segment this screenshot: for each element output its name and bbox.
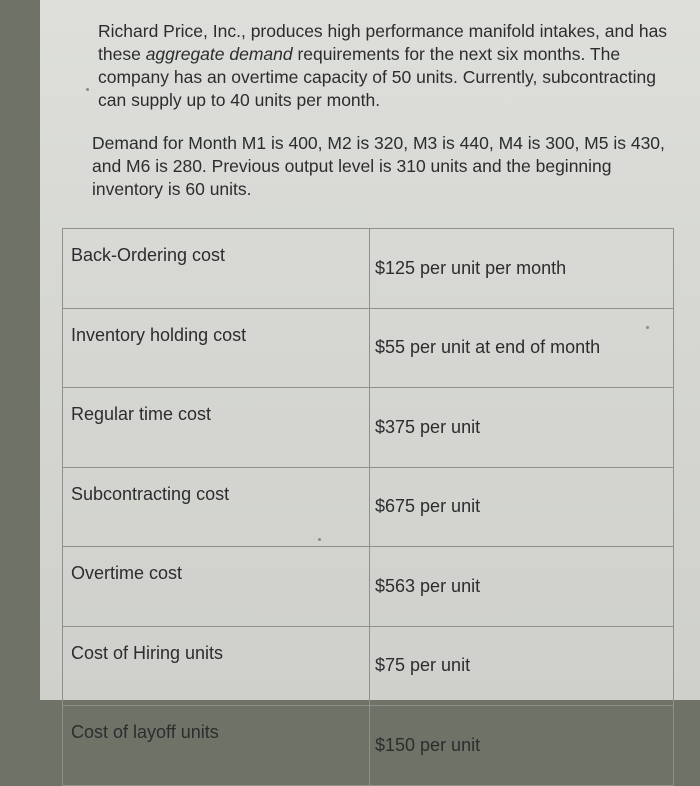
table-row <box>63 706 674 786</box>
table-row <box>63 388 674 468</box>
problem-paragraph-2: Demand for Month M1 is 400, M2 is 320, M3 is 440, M4 is 300, M5 is 430, and M6 is 280. Previous output level is 310 units and the beginning inventory is 60 units. <box>92 133 665 199</box>
cost-table <box>62 228 674 786</box>
paragraph-1-text-end: requirements for the next six months. The company has an overtime capacity of 50 units. Currently, subcontracting can supply up to 40 units per month. <box>98 44 657 110</box>
table-row <box>63 467 674 547</box>
paragraph-1-text-start: Richard Price, Inc., produces high performance manifold intakes, and has these <box>98 21 668 64</box>
cost-label: Cost of Hiring units <box>63 626 370 706</box>
paper-speck <box>86 88 89 91</box>
paper-speck <box>646 326 649 329</box>
paragraph-1-emphasis: aggregate demand <box>145 44 293 64</box>
cost-value: $375 per unit <box>370 388 674 468</box>
cost-value: $563 per unit <box>370 547 674 627</box>
cost-label: Regular time cost <box>63 388 370 468</box>
cost-label: Inventory holding cost <box>63 308 370 388</box>
cost-label: Cost of layoff units <box>63 706 370 786</box>
table-row <box>63 547 674 627</box>
cost-value: $150 per unit <box>370 706 674 786</box>
cost-value: $125 per unit per month <box>370 229 674 309</box>
paper-speck <box>318 538 321 541</box>
cost-value: $55 per unit at end of month <box>370 308 674 388</box>
cost-label: Subcontracting cost <box>63 467 370 547</box>
table-row <box>63 626 674 706</box>
cost-value: $75 per unit <box>370 626 674 706</box>
cost-value: $675 per unit <box>370 467 674 547</box>
problem-paragraph-1 <box>98 20 688 112</box>
cost-label: Overtime cost <box>63 547 370 627</box>
cost-label: Back-Ordering cost <box>63 229 370 309</box>
table-row <box>63 229 674 309</box>
table-row <box>63 308 674 388</box>
